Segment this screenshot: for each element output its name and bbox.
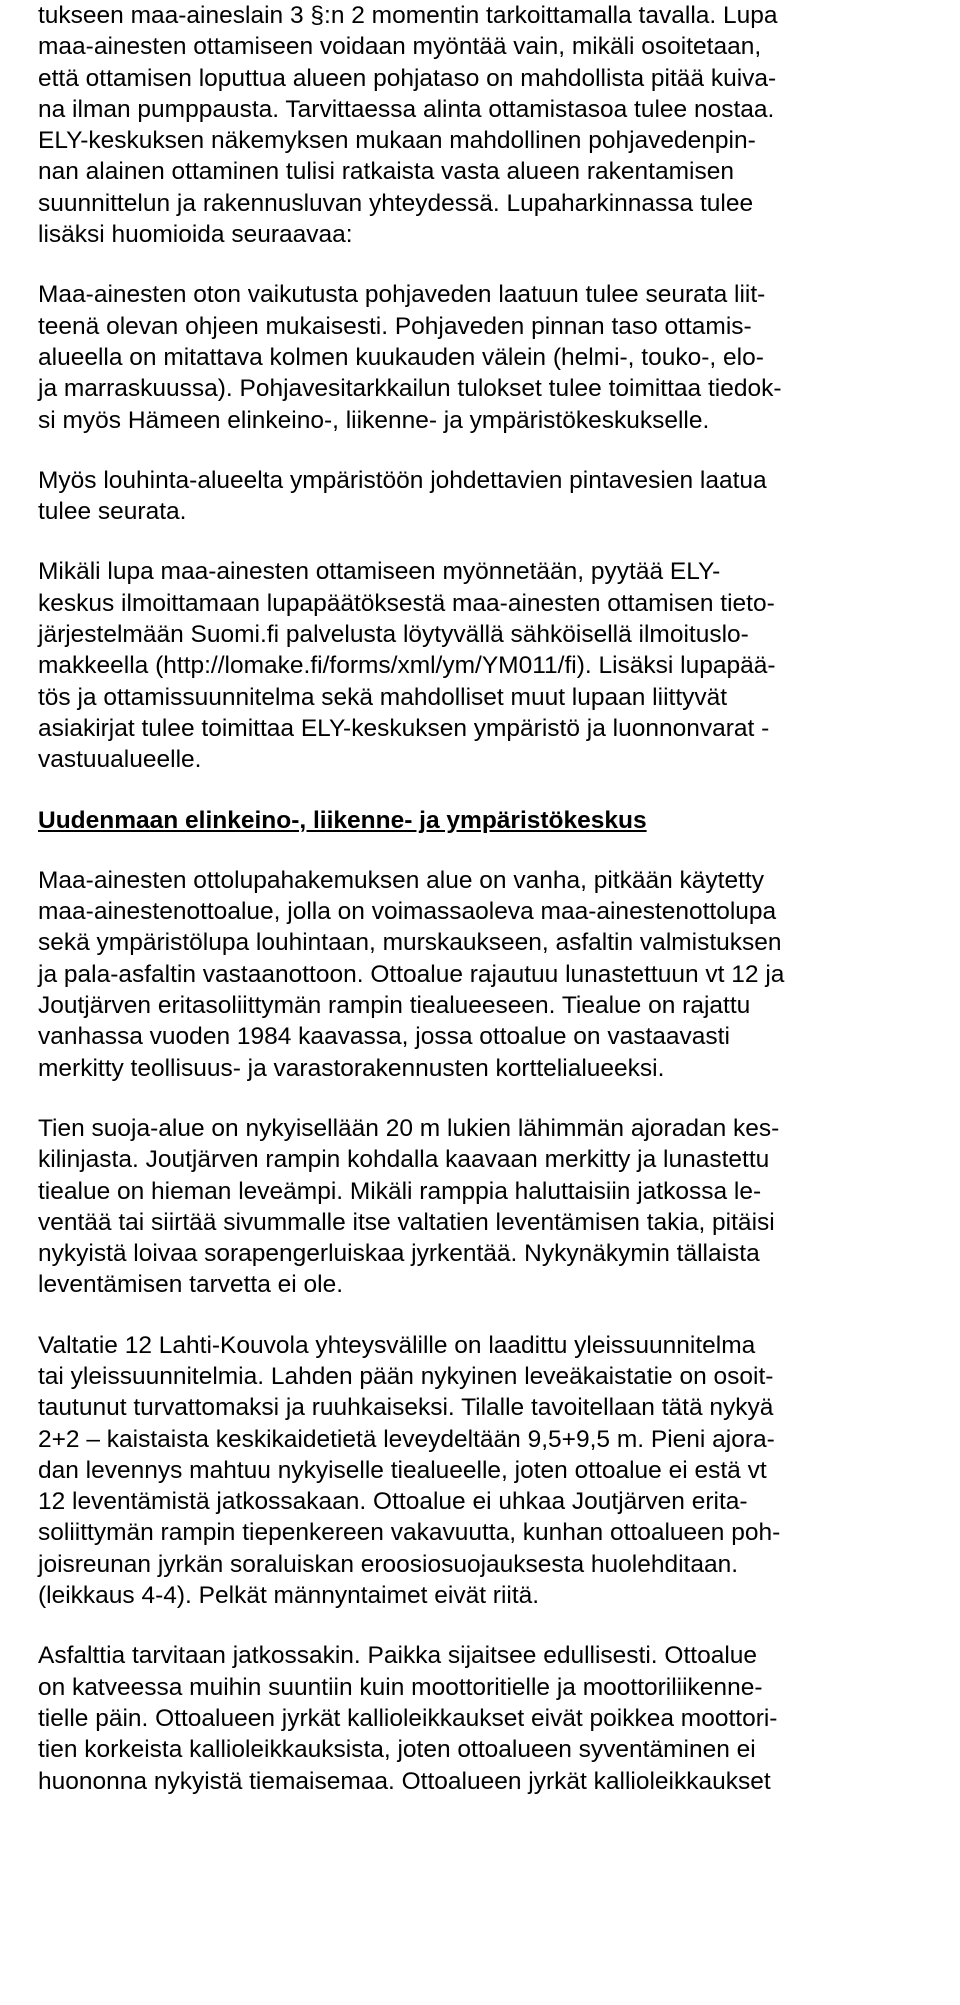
text-line: lisäksi huomioida seuraavaa:	[38, 221, 353, 249]
text-line: tautunut turvattomaksi ja ruuhkaiseksi. Tilalle tavoitellaan tätä nykyä	[38, 1394, 774, 1422]
paragraph	[38, 1640, 922, 1796]
paragraph-gap	[38, 1301, 922, 1330]
text-line: nan alainen ottaminen tulisi ratkaista vasta alueen rakentamisen	[38, 158, 734, 186]
text-line: järjestelmään Suomi.fi palvelusta löytyvällä sähköisellä ilmoituslo-	[38, 621, 749, 649]
text-line: tien korkeista kallioleikkauksista, joten ottoalueen syventäminen ei	[38, 1736, 756, 1764]
text-line: ventää tai siirtää sivummalle itse valtatien leventämisen takia, pitäisi	[38, 1208, 775, 1236]
paragraph	[38, 0, 922, 250]
text-line: (leikkaus 4-4). Pelkät männyntaimet eivät riitä.	[38, 1582, 540, 1610]
text-line: että ottamisen loputtua alueen pohjataso on mahdollista pitää kuiva-	[38, 64, 777, 92]
text-line: Mikäli lupa maa-ainesten ottamiseen myönnetään, pyytää ELY-	[38, 558, 721, 586]
section-heading-text: Uudenmaan elinkeino-, liikenne- ja ympäristökeskus	[38, 806, 647, 834]
text-line: merkitty teollisuus- ja varastorakennusten korttelialueeksi.	[38, 1054, 665, 1082]
paragraph-gap	[38, 776, 922, 805]
text-line: ja marraskuussa). Pohjavesitarkkailun tulokset tulee toimittaa tiedok-	[38, 375, 782, 403]
text-line: joisreunan jyrkän soraluiskan eroosiosuojauksesta huolehditaan.	[38, 1550, 739, 1578]
paragraph-gap	[38, 527, 922, 556]
paragraph-gap	[38, 836, 922, 865]
text-line: si myös Hämeen elinkeino-, liikenne- ja ympäristökeskukselle.	[38, 406, 710, 434]
text-line: dan levennys mahtuu nykyiselle tiealueelle, joten ottoalue ei estä vt	[38, 1456, 767, 1484]
text-line: ja pala-asfaltin vastaanottoon. Ottoalue rajautuu lunastettuun vt 12 ja	[38, 960, 785, 988]
text-line: na ilman pumppausta. Tarvittaessa alinta ottamistasoa tulee nostaa.	[38, 95, 775, 123]
text-line: vastuualueelle.	[38, 746, 202, 774]
text-line: vanhassa vuoden 1984 kaavassa, jossa ottoalue on vastaavasti	[38, 1023, 730, 1051]
paragraph	[38, 1113, 922, 1301]
paragraph	[38, 1330, 922, 1612]
paragraph	[38, 556, 922, 775]
text-line: keskus ilmoittamaan lupapäätöksestä maa-ainesten ottamisen tieto-	[38, 589, 775, 617]
text-line: ELY-keskuksen näkemyksen mukaan mahdollinen pohjavedenpin-	[38, 127, 756, 155]
text-line: soliittymän rampin tiepenkereen vakavuutta, kunhan ottoalueen poh-	[38, 1519, 781, 1547]
text-line: makkeella (http://lomake.fi/forms/xml/ym/YM011/fi). Lisäksi lupapää-	[38, 652, 776, 680]
paragraph-gap	[38, 1611, 922, 1640]
text-line: 2+2 – kaistaista keskikaidetietä leveydeltään 9,5+9,5 m. Pieni ajora-	[38, 1425, 775, 1453]
text-line: asiakirjat tulee toimittaa ELY-keskuksen ympäristö ja luonnonvarat -	[38, 714, 770, 742]
text-line: huononna nykyistä tiemaisemaa. Ottoalueen jyrkät kallioleikkaukset	[38, 1767, 771, 1795]
paragraph	[38, 865, 922, 1084]
text-line: tukseen maa-aineslain 3 §:n 2 momentin tarkoittamalla tavalla. Lupa	[38, 2, 778, 29]
text-line: 12 leventämistä jatkossakaan. Ottoalue ei uhkaa Joutjärven erita-	[38, 1488, 748, 1516]
text-line: tös ja ottamissuunnitelma sekä mahdolliset muut lupaan liittyvät	[38, 683, 728, 711]
text-line: kilinjasta. Joutjärven rampin kohdalla kaavaan merkitty ja lunastettu	[38, 1146, 770, 1174]
text-line: sekä ympäristölupa louhintaan, murskaukseen, asfaltin valmistuksen	[38, 929, 782, 957]
text-line: on katveessa muihin suuntiin kuin moottoritielle ja moottoriliikenne-	[38, 1673, 763, 1701]
text-line: alueella on mitattava kolmen kuukauden välein (helmi-, touko-, elo-	[38, 343, 764, 371]
paragraph-gap	[38, 1084, 922, 1113]
text-line: maa-ainestenottoalue, jolla on voimassaoleva maa-ainestenottolupa	[38, 898, 777, 926]
text-line: Joutjärven eritasoliittymän rampin tiealueeseen. Tiealue on rajattu	[38, 992, 751, 1020]
text-line: tiealue on hieman leveämpi. Mikäli ramppia haluttaisiin jatkossa le-	[38, 1177, 762, 1205]
text-line: maa-ainesten ottamiseen voidaan myöntää vain, mikäli osoitetaan,	[38, 33, 762, 61]
text-line: tulee seurata.	[38, 498, 187, 526]
text-line: Myös louhinta-alueelta ympäristöön johdettavien pintavesien laatua	[38, 466, 767, 494]
paragraph-gap	[38, 436, 922, 465]
paragraph-gap	[38, 250, 922, 279]
section-heading	[38, 805, 922, 836]
text-line: Tien suoja-alue on nykyisellään 20 m lukien lähimmän ajoradan kes-	[38, 1114, 780, 1142]
text-line: tielle päin. Ottoalueen jyrkät kallioleikkaukset eivät poikkea moottori-	[38, 1704, 778, 1732]
text-line: suunnittelun ja rakennusluvan yhteydessä. Lupaharkinnassa tulee	[38, 189, 754, 217]
text-line: Maa-ainesten ottolupahakemuksen alue on vanha, pitkään käytetty	[38, 866, 764, 894]
text-line: leventämisen tarvetta ei ole.	[38, 1271, 344, 1299]
paragraph	[38, 279, 922, 435]
text-line: Maa-ainesten oton vaikutusta pohjaveden laatuun tulee seurata liit-	[38, 281, 766, 309]
text-line: nykyistä loivaa sorapengerluiskaa jyrkentää. Nykynäkymin tällaista	[38, 1240, 760, 1268]
paragraph	[38, 465, 922, 528]
text-line: tai yleissuunnitelmia. Lahden pään nykyinen leveäkaistatie on osoit-	[38, 1362, 774, 1390]
text-line: teenä olevan ohjeen mukaisesti. Pohjaveden pinnan taso ottamis-	[38, 312, 752, 340]
text-line: Asfalttia tarvitaan jatkossakin. Paikka sijaitsee edullisesti. Ottoalue	[38, 1642, 758, 1670]
text-line: Valtatie 12 Lahti-Kouvola yhteysvälille on laadittu yleissuunnitelma	[38, 1331, 756, 1359]
